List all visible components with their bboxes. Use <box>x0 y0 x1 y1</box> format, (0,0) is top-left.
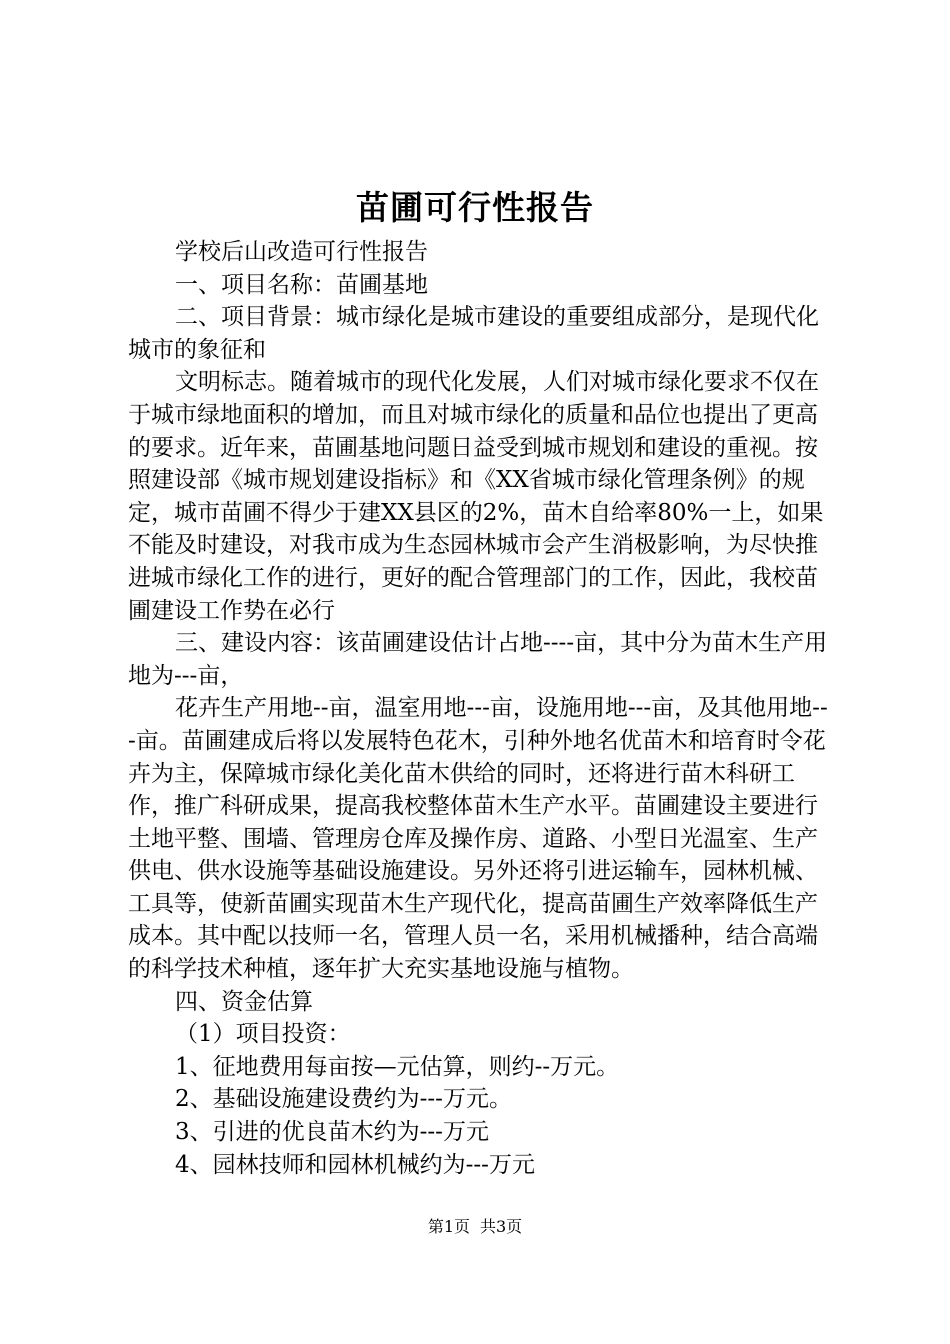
paragraph-project-investment: （1）项目投资： <box>175 1021 351 1048</box>
list-item-technician-machinery-cost: 4、园林技师和园林机械约为---万元 <box>175 1151 535 1178</box>
list-item-seedling-cost: 3、引进的优良苗木约为---万元 <box>175 1119 489 1146</box>
paragraph-background-detail: 文明标志。随着城市的现代化发展，人们对城市绿化要求不仅在于城市绿地面积的增加，而且对城市绿化的质量和品位也提出了更高的要求。近年来，苗圃基地问题日益受到城市规划和建设的重视。按照建设部《城市规划建设指标》和《XX省城市绿化管理条例》的规定，城市苗圃不得少于建XX县区的2%，苗木自给率80%一上，如果不能及时建设，对我市成为生态园林城市会产生消极影响，为尽快推进城市绿化工作的进行，更好的配合管理部门的工作，因此，我校苗圃建设工作势在必行 <box>128 369 824 624</box>
paragraph-project-background: 二、项目背景：城市绿化是城市建设的重要组成部分，是现代化城市的象征和 <box>128 304 819 363</box>
paragraph-project-name: 一、项目名称：苗圃基地 <box>175 271 428 298</box>
document-title: 苗圃可行性报告 <box>356 188 594 227</box>
page-total: 共3页 <box>480 1217 523 1236</box>
page-footer <box>0 1216 950 1238</box>
page-number: 第1页 <box>427 1217 470 1236</box>
paragraph-construction-detail: 花卉生产用地--亩，温室用地---亩，设施用地---亩，及其他用地---亩。苗圃建成后将以发展特色花木，引种外地名优苗木和培育时令花卉为主，保障城市绿化美化苗木供给的同时，还将进行苗木科研工作，推广科研成果，提高我校整体苗木生产水平。苗圃建设主要进行土地平整、围墙、管理房仓库及操作房、道路、小型日光温室、生产供电、供水设施等基础设施建设。另外还将引进运输车，园林机械、工具等，使新苗圃实现苗木生产现代化，提高苗圃生产效率降低生产成本。其中配以技师一名，管理人员一名，采用机械播种，结合高端的科学技术种植，逐年扩大充实基地设施与植物。 <box>128 695 828 983</box>
paragraph-construction-content: 三、建设内容：该苗圃建设估计占地----亩，其中分为苗木生产用地为---亩， <box>128 630 828 689</box>
document-body <box>128 236 834 1181</box>
list-item-land-cost: 1、征地费用每亩按—元估算，则约--万元。 <box>175 1053 620 1080</box>
list-item-infrastructure-cost: 2、基础设施建设费约为---万元。 <box>175 1086 512 1113</box>
paragraph-fund-estimate: 四、资金估算 <box>175 988 313 1015</box>
paragraph-school-project: 学校后山改造可行性报告 <box>175 239 428 265</box>
